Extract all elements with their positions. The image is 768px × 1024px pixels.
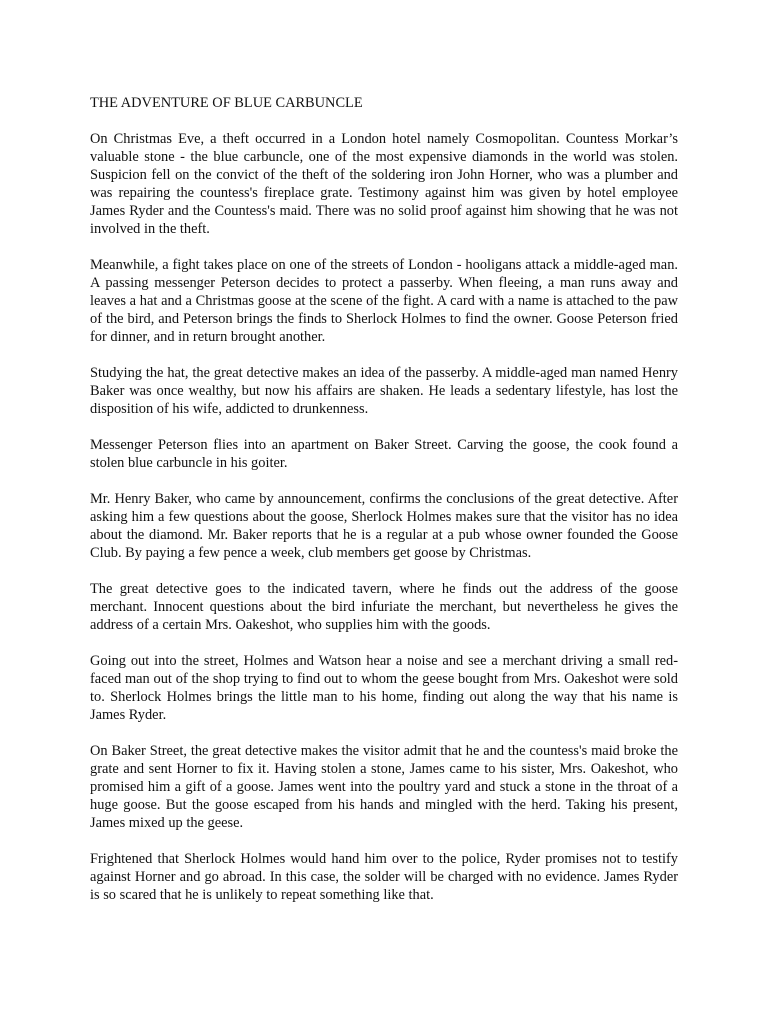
paragraph-6: The great detective goes to the indicated tavern, where he finds out the address of the goose merchant. Innocent questions about the bird infuriate the merchant, but nevertheless he gives the address of a certain Mrs. Oakeshot, who supplies him with the goods. — [90, 581, 678, 633]
paragraph-3: Studying the hat, the great detective makes an idea of the passerby. A middle-aged man named Henry Baker was once wealthy, but now his affairs are shaken. He leads a sedentary lifestyle, has lost the disposition of his wife, addicted to drunkenness. — [90, 365, 678, 417]
paragraph-8: On Baker Street, the great detective makes the visitor admit that he and the countess's maid broke the grate and sent Horner to fix it. Having stolen a stone, James came to his sister, Mrs. Oakeshot, who promised him a gift of a goose. James went into the poultry yard and stuck a stone in the throat of a huge goose. But the goose escaped from his hands and mingled with the herd. Taking his present, James mixed up the geese. — [90, 743, 678, 831]
paragraph-1: On Christmas Eve, a theft occurred in a London hotel namely Cosmopolitan. Countess Morkar’s valuable stone - the blue carbuncle, one of the most expensive diamonds in the world was stolen. Suspicion fell on the convict of the theft of the soldering iron John Horner, who was a plumber and was repairing the countess's fireplace grate. Testimony against him was given by hotel employee James Ryder and the Countess's maid. There was no solid proof against him showing that he was not involved in the theft. — [90, 131, 678, 237]
document-page — [90, 94, 678, 922]
paragraph-4: Messenger Peterson flies into an apartment on Baker Street. Carving the goose, the cook found a stolen blue carbuncle in his goiter. — [90, 437, 678, 471]
paragraph-7: Going out into the street, Holmes and Watson hear a noise and see a merchant driving a small red-faced man out of the shop trying to find out to whom the geese bought from Mrs. Oakeshot were sold to. Sherlock Holmes brings the little man to his home, finding out along the way that his name is James Ryder. — [90, 653, 678, 723]
document-title: THE ADVENTURE OF BLUE CARBUNCLE — [90, 95, 363, 111]
paragraph-2: Meanwhile, a fight takes place on one of the streets of London - hooligans attack a middle-aged man. A passing messenger Peterson decides to protect a passerby. When fleeing, a man runs away and leaves a hat and a Christmas goose at the scene of the fight. A card with a name is attached to the paw of the bird, and Peterson brings the finds to Sherlock Holmes to find the owner. Goose Peterson fried for dinner, and in return brought another. — [90, 257, 678, 345]
paragraph-5: Mr. Henry Baker, who came by announcement, confirms the conclusions of the great detective. After asking him a few questions about the goose, Sherlock Holmes makes sure that the visitor has no idea about the diamond. Mr. Baker reports that he is a regular at a pub whose owner founded the Goose Club. By paying a few pence a week, club members get goose by Christmas. — [90, 491, 678, 561]
paragraph-9: Frightened that Sherlock Holmes would hand him over to the police, Ryder promises not to testify against Horner and go abroad. In this case, the solder will be charged with no evidence. James Ryder is so scared that he is unlikely to repeat something like that. — [90, 851, 678, 903]
